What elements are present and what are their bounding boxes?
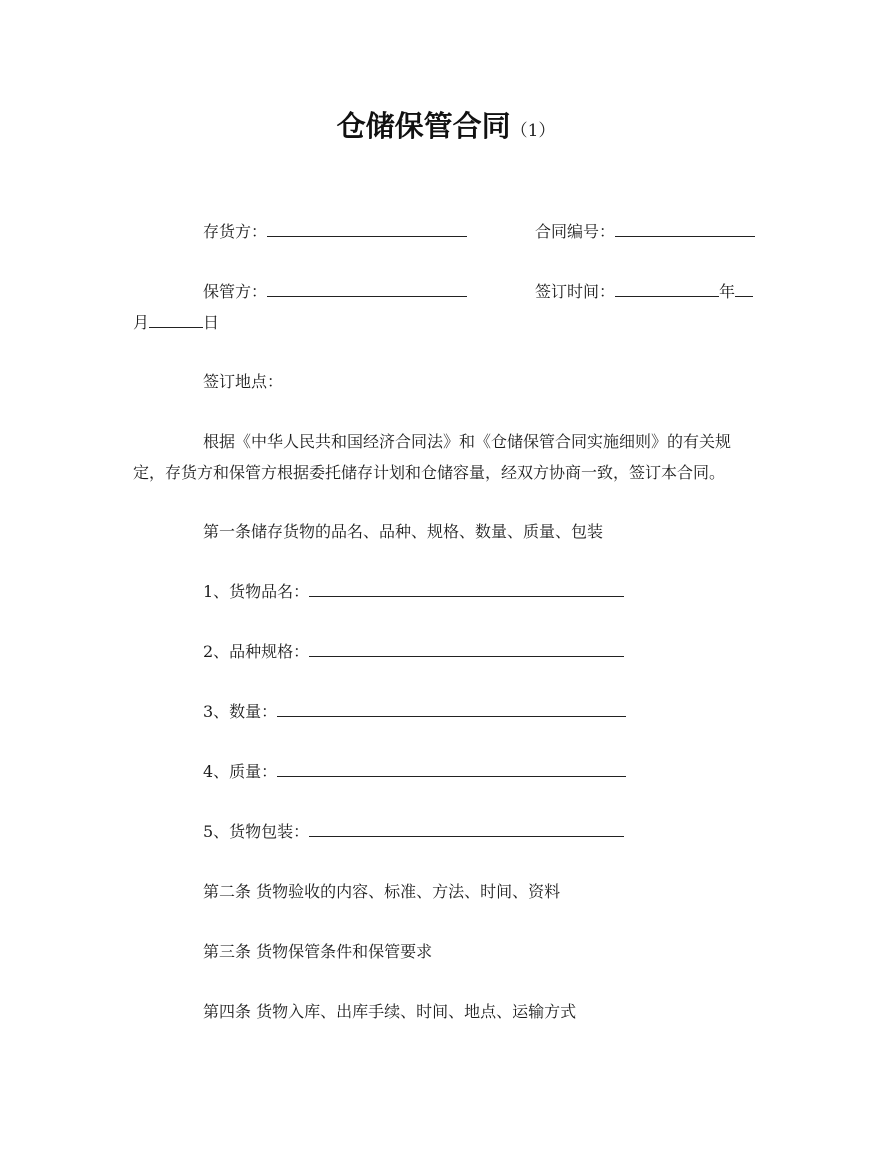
item-5-blank bbox=[309, 822, 624, 837]
contract-no-blank bbox=[615, 222, 755, 237]
article-4: 第四条 货物入库、出库手续、时间、地点、运输方式 bbox=[203, 1002, 577, 1021]
month-day-line bbox=[133, 313, 219, 333]
sign-time-line bbox=[535, 282, 753, 302]
item-5-line bbox=[203, 822, 624, 842]
sign-time-label: 签订时间： bbox=[535, 282, 616, 301]
item-2-line bbox=[203, 642, 624, 662]
contract-no-label: 合同编号： bbox=[535, 222, 616, 241]
item-4-label: 4、质量： bbox=[203, 762, 278, 781]
item-1-line bbox=[203, 582, 624, 602]
depositor-blank bbox=[267, 222, 467, 237]
item-3-line bbox=[203, 702, 626, 722]
contract-no-line bbox=[535, 222, 755, 242]
item-3-label: 3、数量： bbox=[203, 702, 278, 721]
custodian-blank bbox=[267, 282, 467, 297]
day-suffix: 日 bbox=[203, 313, 220, 332]
custodian-label: 保管方： bbox=[203, 282, 268, 301]
sign-place-line bbox=[203, 372, 283, 392]
item-4-blank bbox=[277, 762, 626, 777]
item-4-line bbox=[203, 762, 626, 782]
item-5-label: 5、货物包装： bbox=[203, 822, 310, 841]
document-title bbox=[0, 104, 892, 145]
item-3-blank bbox=[277, 702, 626, 717]
depositor-label: 存货方： bbox=[203, 222, 268, 241]
custodian-line bbox=[203, 282, 467, 302]
item-2-blank bbox=[309, 642, 624, 657]
item-1-label: 1、货物品名： bbox=[203, 582, 310, 601]
year-blank bbox=[615, 282, 719, 297]
year-suffix: 年 bbox=[719, 282, 736, 301]
preamble-line-1: 根据《中华人民共和国经济合同法》和《仓储保管合同实施细则》的有关规 bbox=[203, 432, 732, 451]
item-2-label: 2、品种规格： bbox=[203, 642, 310, 661]
month-blank bbox=[735, 282, 753, 297]
month-label: 月 bbox=[133, 313, 150, 332]
preamble-line-2: 定，存货方和保管方根据委托储存计划和仓储容量，经双方协商一致，签订本合同。 bbox=[133, 463, 726, 482]
sign-place-label: 签订地点： bbox=[203, 372, 284, 391]
day-blank bbox=[149, 313, 203, 328]
title-text: 仓储保管合同 bbox=[336, 109, 511, 143]
item-1-blank bbox=[309, 582, 624, 597]
article-3: 第三条 货物保管条件和保管要求 bbox=[203, 942, 433, 961]
article-1-title: 第一条储存货物的品名、品种、规格、数量、质量、包装 bbox=[203, 522, 604, 541]
article-2: 第二条 货物验收的内容、标准、方法、时间、资料 bbox=[203, 882, 561, 901]
depositor-line bbox=[203, 222, 467, 242]
title-suffix: （1） bbox=[510, 121, 556, 141]
